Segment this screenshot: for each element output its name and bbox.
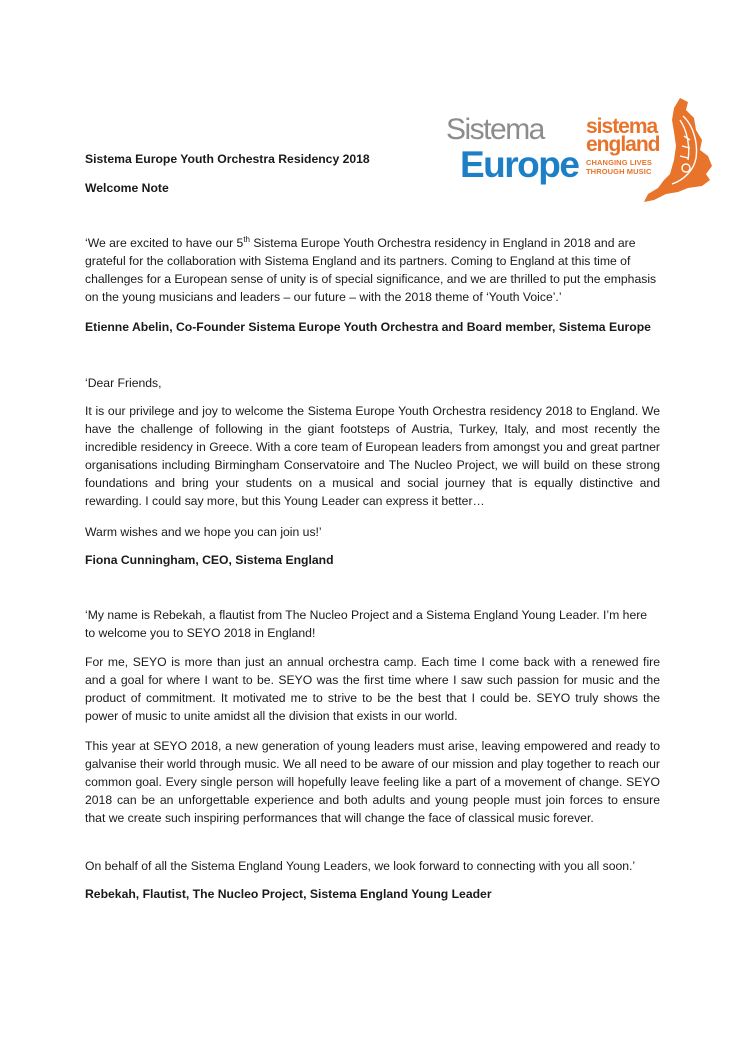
note2-signature: Fiona Cunningham, CEO, Sistema England (85, 553, 334, 567)
note2-body: It is our privilege and joy to welcome the Sistema Europe Youth Orchestra residency 2018 to England. We have the challenge of following in the giant footsteps of Austria, Turkey, Italy, and most recently the incredible residency in Greece. With a core team of European leaders from amongst you and great partner organisations including Birmingham Conservatoire and The Nucleo Project, we will build on these strong foundations and bring your students on a musical and social journey that is equally distinctive and rewarding. I could say more, but this Young Leader can express it better… (85, 404, 660, 508)
note1-text-part2: Sistema Europe Youth Orchestra residency in England in 2018 and are grateful for the collaboration with Sistema England and its partners. Coming to England at this time of challenges for a European sense of unity is of special significance, and we are thrilled to put the emphasis on the young musicians and leaders – our future – with the 2018 theme of ‘Youth Voice’.’ (85, 236, 657, 304)
logo-england-tagline1: CHANGING LIVES (586, 158, 652, 167)
note3-signature: Rebekah, Flautist, The Nucleo Project, Sistema England Young Leader (85, 887, 492, 901)
logo-europe-bottom-text: Europe (460, 144, 579, 185)
note3-intro: ‘My name is Rebekah, a flautist from The Nucleo Project and a Sistema England Young Leader. I’m here to welcome you to SEYO 2018 in England! (85, 608, 648, 640)
logo-england-line1: sistema (586, 115, 658, 138)
note3-closing: On behalf of all the Sistema England Young Leaders, we look forward to connecting with you all soon.’ (85, 859, 636, 873)
logo-europe-top-text: Sistema (446, 113, 544, 146)
document-subtitle: Welcome Note (85, 181, 169, 195)
note3-paragraph2: This year at SEYO 2018, a new generation of young leaders must arise, leaving empowered and ready to galvanise their world through music. We all need to be aware of our mission and play together to reach our common goal. Every single person will hopefully leave feeling like a part of a movement of change. SEYO 2018 can be an unforgettable experience and both adults and young people must join forces to ensure that we create such inspiring performances that will change the face of classical music forever. (85, 739, 660, 825)
note1-superscript: th (243, 234, 250, 244)
note1-signature: Etienne Abelin, Co-Founder Sistema Europe Youth Orchestra and Board member, Sistema Europe (85, 320, 651, 334)
note1-paragraph (85, 234, 660, 306)
note1-text-part1: ‘We are excited to have our 5 (85, 236, 244, 250)
logo-england-line2: england (586, 133, 660, 156)
note3-paragraph1: For me, SEYO is more than just an annual orchestra camp. Each time I come back with a renewed fire and a goal for where I want to be. SEYO was the first time where I saw such passion for music and the product of commitment. It motivated me to strive to be the best that I could be. SEYO truly shows the power of music to unite amidst all the division that exists in our world. (85, 655, 660, 723)
note2-salutation: ‘Dear Friends, (85, 376, 162, 390)
document-title: Sistema Europe Youth Orchestra Residency 2018 (85, 152, 370, 166)
logo-england-tagline2: THROUGH MUSIC (586, 167, 652, 176)
note2-closing: Warm wishes and we hope you can join us!’ (85, 525, 322, 539)
